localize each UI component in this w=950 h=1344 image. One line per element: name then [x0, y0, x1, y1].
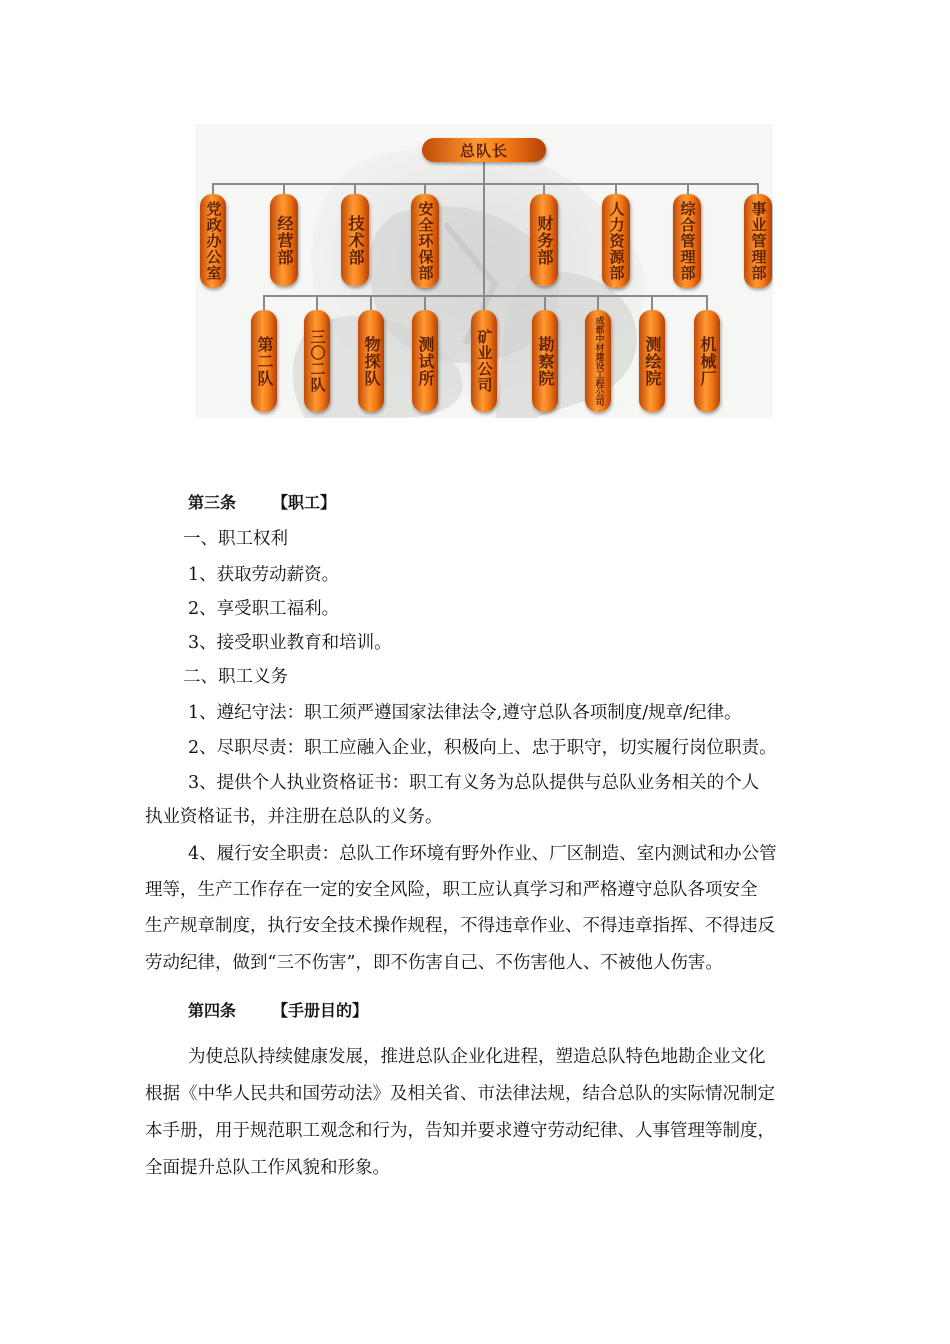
dept-label: 技术部	[346, 214, 365, 266]
dept-node-hr	[602, 194, 630, 288]
unit-label: 矿业公司	[475, 329, 494, 393]
article4-heading	[188, 1000, 368, 1022]
dept-node-party-office	[200, 194, 226, 288]
unit-label: 勘察院	[536, 335, 555, 387]
connector-line	[483, 184, 485, 296]
article4-title: 第四条	[188, 1001, 237, 1020]
connector-line	[483, 160, 485, 184]
connector-line	[263, 295, 708, 297]
duty-item-continued: 执业资格证书，并注册在总队的义务。	[145, 807, 443, 827]
unit-label: 三〇二队	[308, 329, 327, 393]
dept-label: 人力资源部	[607, 201, 626, 281]
org-chart	[195, 124, 773, 418]
dept-label: 经营部	[275, 214, 294, 266]
unit-node-testing-institute	[412, 310, 438, 412]
unit-node-mining-company	[471, 310, 497, 412]
article4-subtitle: 【手册目的】	[272, 1001, 369, 1020]
unit-label: 测试所	[416, 335, 435, 387]
rights-heading: 一、职工权利	[183, 529, 288, 549]
dept-label: 财务部	[535, 214, 554, 266]
unit-label: 第二队	[255, 335, 274, 387]
right-item: 3、接受职业教育和培训。	[188, 633, 392, 653]
dept-node-business	[270, 194, 298, 286]
unit-node-survey-institute	[532, 310, 558, 412]
dept-node-enterprise-mgmt	[744, 194, 772, 288]
dept-node-technology	[341, 194, 369, 286]
article3-subtitle: 【职工】	[272, 493, 337, 512]
dept-node-general-mgmt	[673, 194, 701, 288]
purpose-paragraph-line: 根据《中华人民共和国劳动法》及相关省、市法律法规，结合总队的实际情况制定	[145, 1084, 775, 1104]
dept-label: 综合管理部	[678, 201, 697, 281]
connector-line	[212, 183, 759, 185]
unit-node-team-302	[304, 310, 330, 412]
purpose-paragraph-line: 全面提升总队工作风貌和形象。	[145, 1158, 390, 1178]
unit-label: 测绘院	[643, 335, 662, 387]
unit-label: 物探队	[362, 335, 381, 387]
chief-label: 总队长	[459, 141, 508, 160]
duty-item-continued: 生产规章制度，执行安全技术操作规程，不得违章作业、不得违章指挥、不得违反	[145, 916, 775, 936]
right-item: 2、享受职工福利。	[188, 599, 340, 619]
right-item: 1、获取劳动薪资。	[188, 565, 340, 585]
dept-node-finance	[530, 194, 558, 286]
unit-node-machinery-factory	[694, 310, 720, 412]
article3-title: 第三条	[188, 493, 237, 512]
duty-item-continued: 理等，生产工作存在一定的安全风险，职工应认真学习和严格遵守总队各项安全	[145, 880, 758, 900]
duty-item-continued: 劳动纪律，做到“三不伤害”，即不伤害自己、不伤害他人、不被他人伤害。	[145, 953, 723, 973]
unit-node-geophysics-team	[358, 310, 384, 412]
article3-heading	[188, 492, 336, 514]
dept-label: 党政办公室	[204, 201, 223, 281]
unit-label: 成都中材建设工程公司	[593, 316, 604, 406]
purpose-paragraph-line: 本手册，用于规范职工观念和行为，告知并要求遵守劳动纪律、人事管理等制度，	[145, 1121, 775, 1141]
unit-label: 机械厂	[698, 335, 717, 387]
duty-item: 4、履行安全职责：总队工作环境有野外作业、厂区制造、室内测试和办公管	[188, 844, 777, 864]
duty-item: 2、尽职尽责：职工应融入企业，积极向上、忠于职守，切实履行岗位职责。	[188, 738, 777, 758]
purpose-paragraph-line: 为使总队持续健康发展，推进总队企业化进程，塑造总队特色地勘企业文化	[188, 1047, 766, 1067]
dept-label: 事业管理部	[749, 201, 768, 281]
duty-item: 3、提供个人执业资格证书：职工有义务为总队提供与总队业务相关的个人	[188, 773, 760, 793]
unit-node-mapping-institute	[639, 310, 665, 412]
duty-item: 1、遵纪守法：职工须严遵国家法律法令,遵守总队各项制度/规章/纪律。	[188, 703, 742, 723]
unit-node-team-2	[251, 310, 277, 412]
dept-label: 安全环保部	[416, 201, 435, 281]
dept-node-safety-env	[411, 194, 439, 288]
chief-node	[422, 138, 546, 162]
duties-heading: 二、职工义务	[183, 667, 288, 687]
unit-node-chengdu-company	[585, 310, 611, 412]
